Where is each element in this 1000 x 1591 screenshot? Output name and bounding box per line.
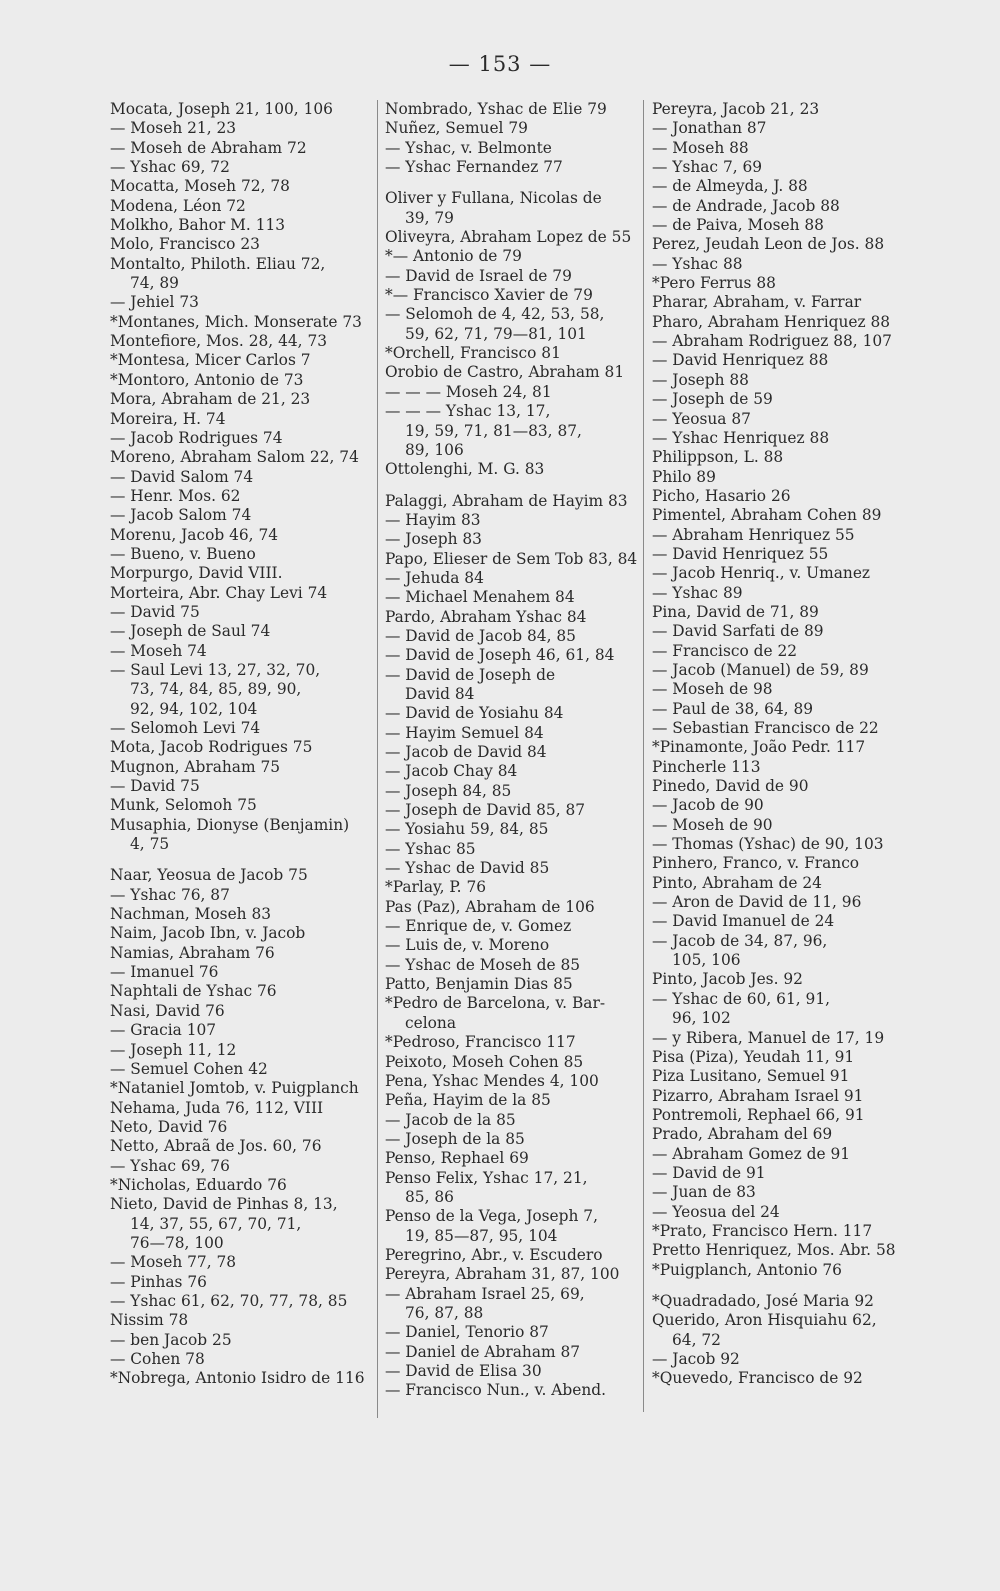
index-entry: Naphtali de Yshac 76: [110, 982, 277, 1001]
index-entry: *Puigplanch, Antonio 76: [652, 1260, 842, 1279]
index-entry: *Pero Ferrus 88: [652, 274, 776, 293]
index-entry: — Hayim Semuel 84: [385, 723, 544, 742]
index-entry: — Aron de David de 11, 96: [652, 893, 862, 912]
index-entry-continuation: celona: [405, 1013, 457, 1032]
index-entry: — David Salom 74: [110, 467, 254, 486]
index-entry: Naar, Yeosua de Jacob 75: [110, 866, 308, 885]
index-entry: — Yshac de 60, 61, 91,: [652, 989, 831, 1008]
index-entry: *Montesa, Micer Carlos 7: [110, 351, 311, 370]
index-entry: Philippson, L. 88: [652, 448, 784, 467]
index-entry: Patto, Benjamin Dias 85: [385, 975, 573, 994]
index-entry: — Joseph de 59: [652, 390, 773, 409]
index-entry: Nombrado, Yshac de Elie 79: [385, 100, 607, 118]
index-entry: — Selomoh Levi 74: [110, 719, 261, 737]
index-entry: — Henr. Mos. 62: [110, 486, 241, 505]
index-entry: Mocatta, Moseh 72, 78: [110, 177, 290, 196]
index-entry: *Pedroso, Francisco 117: [385, 1033, 576, 1052]
index-entry: — Yshac de David 85: [385, 859, 550, 878]
index-entry: — Gracia 107: [110, 1021, 217, 1040]
index-entry: — Jonathan 87: [652, 119, 767, 138]
index-entry: — Moseh de Abraham 72: [110, 138, 307, 157]
index-entry: — Jacob de 90: [652, 796, 764, 815]
index-entry: — Daniel de Abraham 87: [385, 1342, 581, 1361]
index-entry: Nachman, Moseh 83: [110, 905, 272, 924]
index-entry: — Moseh 21, 23: [110, 119, 237, 138]
index-entry: — Jacob de David 84: [385, 743, 547, 761]
index-entry: Pinto, Abraham de 24: [652, 873, 822, 892]
index-entry: *Nobrega, Antonio Isidro de 116: [110, 1369, 365, 1388]
index-entry: — Sebastian Francisco de 22: [652, 719, 879, 737]
index-entry: — Semuel Cohen 42: [110, 1059, 268, 1078]
index-entry: Morteira, Abr. Chay Levi 74: [110, 583, 328, 602]
index-entry: — Juan de 83: [652, 1183, 756, 1202]
index-entry-continuation: 89, 106: [405, 440, 464, 459]
index-entry: — Jacob de 34, 87, 96,: [652, 931, 828, 950]
index-entry: — Jacob 92: [652, 1350, 740, 1368]
index-entry-continuation: 92, 94, 102, 104: [130, 699, 258, 718]
index-entry: Mocata, Joseph 21, 100, 106: [110, 100, 333, 118]
index-entry: — David Henriquez 88: [652, 351, 829, 370]
index-column-1: [110, 100, 368, 1389]
index-entry-continuation: 64, 72: [672, 1330, 721, 1349]
index-entry: Pena, Yshac Mendes 4, 100: [385, 1071, 599, 1090]
index-entry: Nehama, Juda 76, 112, VIII: [110, 1098, 324, 1117]
index-entry: Pharar, Abraham, v. Farrar: [652, 293, 862, 312]
index-entry: Moreno, Abraham Salom 22, 74: [110, 448, 359, 467]
index-entry: — Joseph 88: [652, 370, 749, 389]
index-entry: Pas (Paz), Abraham de 106: [385, 897, 595, 916]
index-entry: — Yshac de Moseh de 85: [385, 955, 581, 974]
index-entry: Pizarro, Abraham Israel 91: [652, 1086, 864, 1105]
index-entry: *Quevedo, Francisco de 92: [652, 1369, 863, 1388]
index-entry: Orobio de Castro, Abraham 81: [385, 363, 625, 382]
index-entry: Oliver y Fullana, Nicolas de: [385, 189, 602, 208]
index-entry-continuation: 39, 79: [405, 208, 454, 227]
index-entry: *Montanes, Mich. Monserate 73: [110, 312, 362, 331]
index-entry: Querido, Aron Hisquiahu 62,: [652, 1311, 877, 1330]
index-entry: — y Ribera, Manuel de 17, 19: [652, 1028, 885, 1047]
index-entry: — Cohen 78: [110, 1350, 205, 1368]
index-entry: Pontremoli, Rephael 66, 91: [652, 1105, 865, 1124]
index-entry: — David Sarfati de 89: [652, 622, 824, 641]
index-entry: — Jacob (Manuel) de 59, 89: [652, 660, 869, 679]
index-entry: Musaphia, Dionyse (Benjamin): [110, 815, 350, 834]
index-entry: — Pinhas 76: [110, 1272, 207, 1291]
index-entry: Perez, Jeudah Leon de Jos. 88: [652, 235, 885, 254]
index-entry: — Imanuel 76: [110, 963, 219, 982]
index-entry: — Abraham Henriquez 55: [652, 525, 855, 544]
index-entry: — Luis de, v. Moreno: [385, 936, 550, 955]
index-entry: Palaggi, Abraham de Hayim 83: [385, 491, 628, 510]
index-entry: *Nicholas, Eduardo 76: [110, 1175, 287, 1194]
index-entry: — David 75: [110, 602, 200, 621]
index-entry: — Bueno, v. Bueno: [110, 544, 256, 563]
index-entry: Montefiore, Mos. 28, 44, 73: [110, 332, 328, 351]
index-entry: — David de Joseph de: [385, 665, 556, 684]
index-entry: — David Imanuel de 24: [652, 912, 835, 931]
index-entry: Nissim 78: [110, 1311, 189, 1330]
index-entry: — Joseph de la 85: [385, 1129, 525, 1148]
index-entry: *Quadradado, José Maria 92: [652, 1291, 874, 1310]
index-entry: — David de Israel de 79: [385, 266, 572, 285]
index-entry: — Yshac 69, 72: [110, 158, 230, 177]
index-column-3: [652, 100, 914, 1389]
index-entry-continuation: David 84: [405, 684, 475, 703]
index-entry: — David de Elisa 30: [385, 1362, 542, 1380]
index-entry: Morpurgo, David VIII.: [110, 564, 283, 583]
index-entry: *Pedro de Barcelona, v. Bar-: [385, 994, 606, 1013]
index-entry: Netto, Abraã de Jos. 60, 76: [110, 1137, 322, 1156]
index-entry: Morenu, Jacob 46, 74: [110, 525, 279, 544]
index-entry: — Yshac 76, 87: [110, 885, 230, 904]
index-entry: — Yeosua del 24: [652, 1202, 780, 1221]
index-entry: — Paul de 38, 64, 89: [652, 699, 814, 718]
index-entry: Molkho, Bahor M. 113: [110, 216, 286, 235]
column-divider: [643, 100, 644, 1412]
index-entry: — Yosiahu 59, 84, 85: [385, 820, 549, 839]
index-entry: Pinedo, David de 90: [652, 777, 809, 796]
index-entry: Montalto, Philoth. Eliau 72,: [110, 254, 326, 273]
index-entry: *— Antonio de 79: [385, 247, 522, 266]
index-entry-continuation: 105, 106: [672, 951, 741, 970]
index-entry: — Yshac Fernandez 77: [385, 158, 563, 177]
index-entry: — Yshac 89: [652, 583, 743, 602]
index-entry: *Pinamonte, João Pedr. 117: [652, 738, 866, 757]
index-entry: — Daniel, Tenorio 87: [385, 1323, 549, 1342]
index-entry: — Moseh 88: [652, 138, 749, 157]
index-entry: — de Andrade, Jacob 88: [652, 196, 840, 215]
index-entry: *Parlay, P. 76: [385, 878, 487, 897]
index-entry: — David de Yosiahu 84: [385, 704, 564, 723]
index-entry: — Yshac Henriquez 88: [652, 428, 830, 447]
index-entry: — Moseh 74: [110, 641, 207, 660]
index-entry: — Moseh de 90: [652, 815, 773, 834]
index-entry: Nuñez, Semuel 79: [385, 119, 528, 138]
index-entry: Penso Felix, Yshac 17, 21,: [385, 1168, 588, 1187]
index-entry: Picho, Hasario 26: [652, 486, 791, 505]
index-entry: Moreira, H. 74: [110, 409, 226, 428]
index-entry: Papo, Elieser de Sem Tob 83, 84: [385, 549, 637, 568]
index-entry: *Orchell, Francisco 81: [385, 344, 561, 363]
index-entry: — Joseph de Saul 74: [110, 622, 271, 641]
index-entry: — Yshac 61, 62, 70, 77, 78, 85: [110, 1291, 348, 1310]
index-entry-continuation: 19, 85—87, 95, 104: [405, 1226, 558, 1245]
index-entry: Nasi, David 76: [110, 1001, 225, 1020]
index-entry: — Jehiel 73: [110, 293, 199, 312]
index-entry: — Yshac 69, 76: [110, 1156, 230, 1175]
index-entry: — Jacob Rodrigues 74: [110, 428, 283, 447]
index-entry: — Jacob de la 85: [385, 1110, 516, 1129]
index-entry: — Michael Menahem 84: [385, 588, 575, 607]
index-entry: *Montoro, Antonio de 73: [110, 370, 304, 389]
index-entry: — David de 91: [652, 1163, 766, 1182]
index-entry: Pereyra, Jacob 21, 23: [652, 100, 820, 118]
index-entry: Pimentel, Abraham Cohen 89: [652, 506, 882, 525]
index-entry: — Hayim 83: [385, 510, 481, 529]
index-entry: — David Henriquez 55: [652, 544, 829, 563]
index-entry: Pinto, Jacob Jes. 92: [652, 970, 803, 989]
index-entry: *— Francisco Xavier de 79: [385, 286, 593, 305]
index-entry: — Selomoh de 4, 42, 53, 58,: [385, 305, 605, 324]
index-entry: Pincherle 113: [652, 757, 761, 776]
index-entry: — Yeosua 87: [652, 409, 751, 428]
index-entry: — Yshac 85: [385, 839, 476, 858]
index-entry: — Francisco Nun., v. Abend.: [385, 1381, 606, 1400]
page-number: — 153 —: [448, 52, 552, 76]
index-entry: Ottolenghi, M. G. 83: [385, 460, 545, 479]
index-entry: Pereyra, Abraham 31, 87, 100: [385, 1265, 620, 1284]
index-entry: Piza Lusitano, Semuel 91: [652, 1067, 850, 1086]
index-entry: — Joseph 83: [385, 530, 482, 549]
index-entry: Mota, Jacob Rodrigues 75: [110, 738, 313, 757]
index-entry: — Joseph de David 85, 87: [385, 801, 586, 820]
index-entry-continuation: 76—78, 100: [130, 1233, 224, 1252]
index-entry: Pisa (Piza), Yeudah 11, 91: [652, 1047, 855, 1066]
index-entry: Pinhero, Franco, v. Franco: [652, 854, 860, 873]
index-entry: Munk, Selomoh 75: [110, 796, 257, 815]
index-entry: — Yshac 88: [652, 254, 743, 273]
column-divider: [377, 100, 378, 1418]
index-entry: — de Paiva, Moseh 88: [652, 216, 824, 235]
index-entry: — Jehuda 84: [385, 568, 484, 587]
index-entry-continuation: 19, 59, 71, 81—83, 87,: [405, 421, 582, 440]
index-entry: — Abraham Israel 25, 69,: [385, 1284, 585, 1303]
index-entry: — — — Yshac 13, 17,: [385, 402, 551, 421]
index-entry-continuation: 4, 75: [130, 835, 170, 854]
index-entry: *Nataniel Jomtob, v. Puigplanch: [110, 1079, 359, 1098]
index-entry: Pardo, Abraham Yshac 84: [385, 607, 587, 626]
index-entry: — de Almeyda, J. 88: [652, 177, 808, 196]
index-entry: — Moseh 77, 78: [110, 1253, 237, 1272]
index-column-2: [385, 100, 637, 1401]
index-entry: — David 75: [110, 777, 200, 796]
index-entry: Molo, Francisco 23: [110, 235, 260, 254]
index-entry-continuation: 85, 86: [405, 1187, 454, 1206]
index-entry: Oliveyra, Abraham Lopez de 55: [385, 228, 632, 247]
index-entry: *Prato, Francisco Hern. 117: [652, 1221, 873, 1240]
index-entry: — Jacob Salom 74: [110, 506, 252, 525]
index-entry: — David de Jacob 84, 85: [385, 626, 576, 645]
index-entry-continuation: 73, 74, 84, 85, 89, 90,: [130, 680, 302, 699]
index-entry: — Yshac, v. Belmonte: [385, 138, 552, 157]
index-entry: Penso, Rephael 69: [385, 1149, 529, 1168]
index-entry: — Jacob Chay 84: [385, 762, 518, 781]
index-entry-continuation: 14, 37, 55, 67, 70, 71,: [130, 1214, 302, 1233]
index-entry: Pina, David de 71, 89: [652, 602, 819, 621]
index-entry: — Jacob Henriq., v. Umanez: [652, 564, 871, 583]
index-entry: — Joseph 84, 85: [385, 781, 512, 800]
index-entry: — ben Jacob 25: [110, 1330, 232, 1349]
index-entry: — Saul Levi 13, 27, 32, 70,: [110, 660, 321, 679]
index-entry: Modena, Léon 72: [110, 196, 246, 215]
index-entry: — Francisco de 22: [652, 641, 798, 660]
index-entry: — Abraham Rodriguez 88, 107: [652, 332, 892, 351]
index-entry: — Joseph 11, 12: [110, 1040, 237, 1059]
index-entry-continuation: 96, 102: [672, 1009, 731, 1028]
index-entry: — Abraham Gomez de 91: [652, 1144, 851, 1163]
index-entry: Peixoto, Moseh Cohen 85: [385, 1052, 584, 1071]
index-entry: Philo 89: [652, 467, 716, 486]
index-entry: — David de Joseph 46, 61, 84: [385, 646, 615, 665]
index-entry: Mora, Abraham de 21, 23: [110, 390, 311, 409]
index-entry: — Yshac 7, 69: [652, 158, 763, 177]
index-entry-continuation: 74, 89: [130, 274, 179, 293]
index-entry-continuation: 59, 62, 71, 79—81, 101: [405, 324, 587, 343]
index-entry: Peña, Hayim de la 85: [385, 1091, 551, 1110]
index-entry: Namias, Abraham 76: [110, 943, 275, 962]
index-entry: Nieto, David de Pinhas 8, 13,: [110, 1195, 338, 1214]
index-entry-continuation: 76, 87, 88: [405, 1303, 484, 1322]
index-entry: Pharo, Abraham Henriquez 88: [652, 312, 891, 331]
index-entry: Peregrino, Abr., v. Escudero: [385, 1245, 603, 1264]
index-entry: Prado, Abraham del 69: [652, 1125, 833, 1144]
index-entry: — Enrique de, v. Gomez: [385, 917, 572, 936]
index-entry: — — — Moseh 24, 81: [385, 382, 552, 401]
index-entry: Pretto Henriquez, Mos. Abr. 58: [652, 1241, 896, 1260]
index-entry: — Thomas (Yshac) de 90, 103: [652, 835, 884, 854]
index-entry: Naim, Jacob Ibn, v. Jacob: [110, 924, 306, 943]
index-entry: Neto, David 76: [110, 1117, 228, 1136]
index-entry: — Moseh de 98: [652, 680, 773, 699]
index-entry: Mugnon, Abraham 75: [110, 757, 281, 776]
index-entry: Penso de la Vega, Joseph 7,: [385, 1207, 598, 1226]
